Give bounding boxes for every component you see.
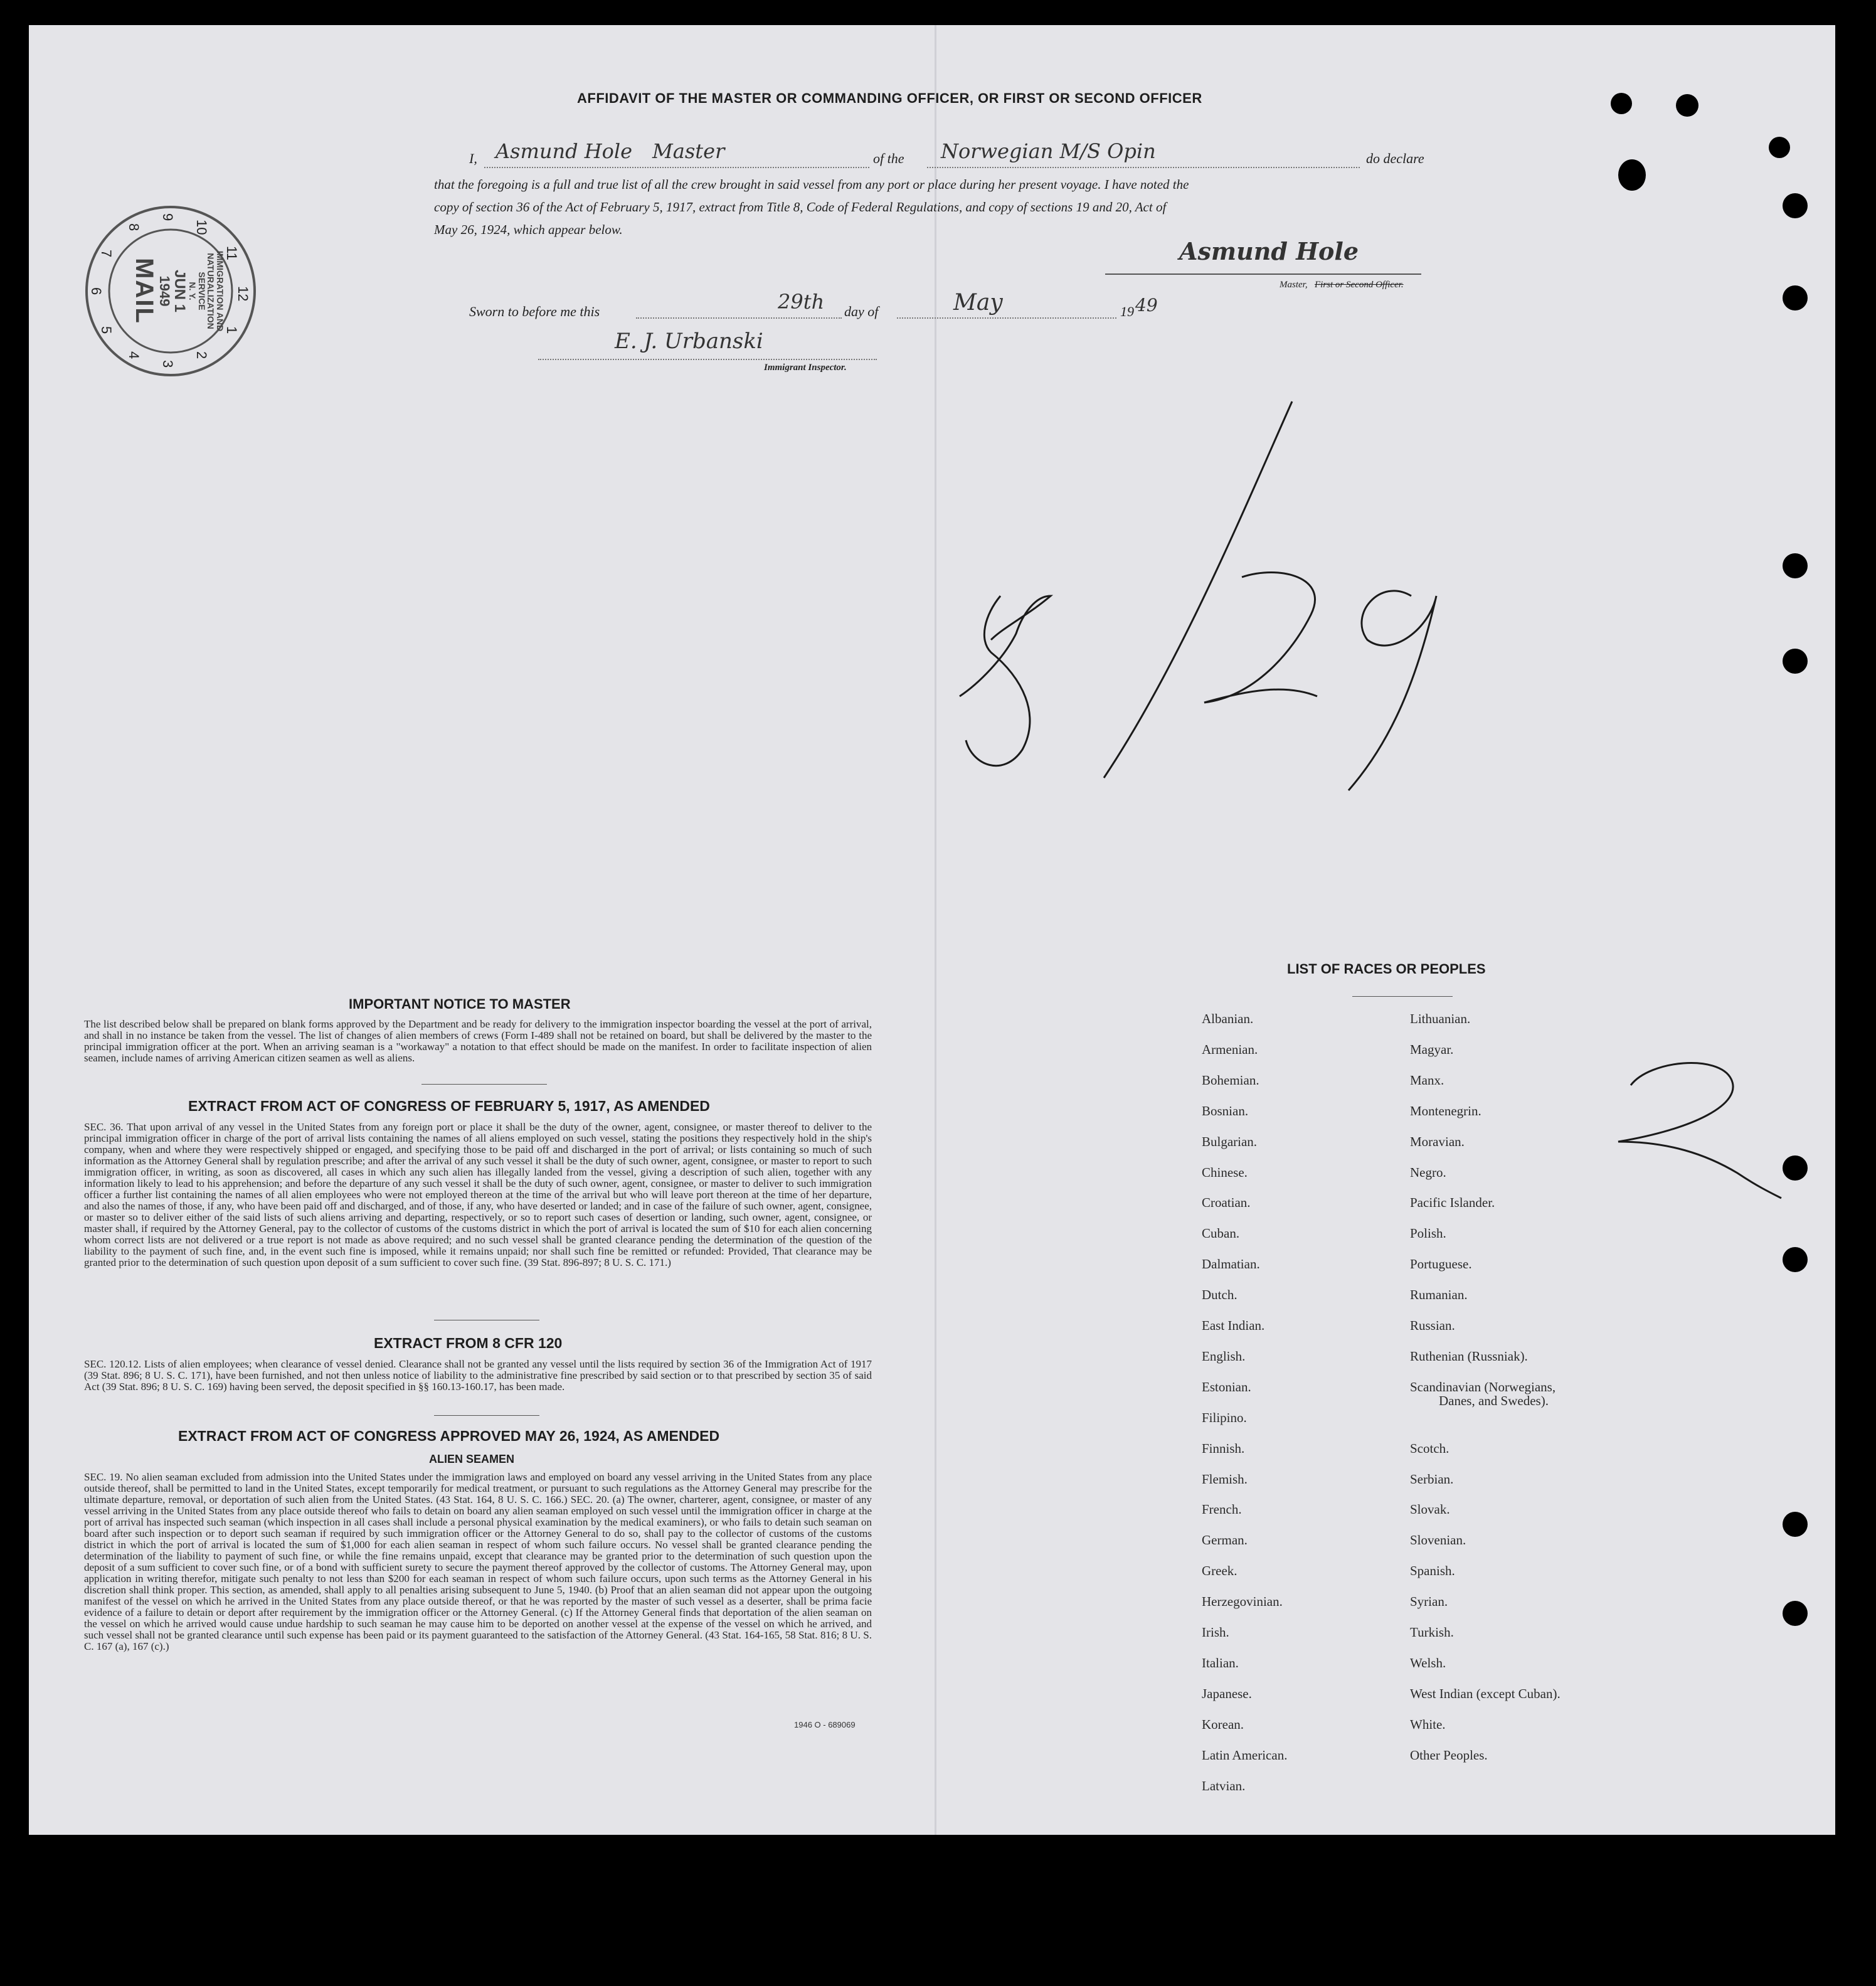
race-item: Lithuanian.	[1410, 1011, 1471, 1026]
extract-cfr-body: SEC. 120.12. Lists of alien employees; when clearance of vessel denied. Clearance shall not be granted any vessel until the lists required by section 36 of the Immigration Act of 1917 (39 Stat. 896; 8 U. S. C. 171), have been furnished, and not then unless notice of liability to the administrative fine prescribed by said section or to that prescribed by section 35 of said Act (39 Stat. 896; 8 U. S. C. 169) having been served, the deposit specified in §§ 160.13-160.17, has been made.	[84, 1359, 872, 1393]
print-code: 1946 O - 689069	[794, 1720, 856, 1729]
postmark-line: SERVICE	[196, 272, 207, 311]
ring-number: 4	[126, 351, 142, 359]
race-item: Latvian.	[1202, 1778, 1246, 1793]
signature-caption-struck: First or Second Officer.	[1315, 280, 1404, 290]
handwritten-date-mark	[953, 389, 1493, 828]
race-item: Turkish.	[1410, 1625, 1454, 1640]
race-item: Scotch.	[1410, 1441, 1449, 1456]
race-item: Magyar.	[1410, 1042, 1454, 1057]
vessel-underline	[927, 167, 1360, 168]
divider	[1352, 996, 1453, 997]
year-suffix-handwritten: 49	[1135, 295, 1158, 316]
postmark-line: N. Y.	[187, 282, 198, 300]
race-item: Negro.	[1410, 1165, 1446, 1180]
race-item: Bohemian.	[1202, 1073, 1259, 1088]
punch-hole	[1783, 1247, 1808, 1272]
postmark-line: NATURALIZATION	[206, 253, 216, 329]
ring-number: 1	[224, 326, 240, 334]
race-item: Manx.	[1410, 1073, 1444, 1088]
sworn-day-handwritten: 29th	[778, 290, 825, 314]
affidavit-i: I,	[469, 151, 477, 166]
race-item: Portuguese.	[1410, 1256, 1472, 1272]
race-item: Armenian.	[1202, 1042, 1258, 1057]
ring-number: 8	[126, 223, 142, 231]
race-item: English.	[1202, 1349, 1246, 1364]
day-of-label: day of	[844, 304, 879, 319]
race-item: Russian.	[1410, 1318, 1455, 1333]
notice-body: The list described below shall be prepared on blank forms approved by the Department and be ready for delivery to the immigration inspector boarding the vessel at the port of arrival, and shall in no instance be taken from the vessel. The list of changes of alien members of crews (Form I-489 shall not be retained on board, but shall be delivered by the master to the principal immigration officer at the port. When an arriving seaman is a "workaway" a notation to that effect should be made on the manifest. In order to facilitate inspection of alien seamen, include names of arriving American citizen seamen as well as aliens.	[84, 1019, 872, 1064]
postmark-year: 1949	[157, 275, 173, 307]
year-prefix: 19	[1120, 304, 1134, 319]
ring-number: 2	[194, 351, 209, 359]
race-item: Filipino.	[1202, 1410, 1247, 1425]
postmark-center	[131, 230, 225, 353]
signature-line	[1105, 273, 1421, 275]
race-item: Pacific Islander.	[1410, 1195, 1495, 1210]
race-item: Slovak.	[1410, 1502, 1450, 1517]
ring-number: 12	[235, 286, 251, 302]
name-underline	[484, 167, 869, 168]
vessel-name-handwritten: Norwegian M/S Opin	[941, 139, 1156, 163]
race-item: Polish.	[1410, 1226, 1446, 1241]
punch-hole	[1783, 1601, 1808, 1626]
punch-hole	[1769, 137, 1790, 158]
race-item: Albanian.	[1202, 1011, 1254, 1026]
day-underline	[636, 317, 842, 319]
race-item: Moravian.	[1410, 1134, 1465, 1149]
race-item: Estonian.	[1202, 1379, 1251, 1394]
race-item: Serbian.	[1410, 1472, 1454, 1487]
race-item: Ruthenian (Russniak).	[1410, 1349, 1528, 1364]
race-item: Slovenian.	[1410, 1532, 1466, 1548]
race-item: Flemish.	[1202, 1472, 1248, 1487]
punch-hole	[1676, 94, 1698, 117]
extract-1924-title: EXTRACT FROM ACT OF CONGRESS APPROVED MAY 26, 1924, AS AMENDED	[178, 1428, 720, 1444]
extract-1917-body: SEC. 36. That upon arrival of any vessel in the United States from any foreign port or place it shall be the duty of the owner, agent, consignee, or master thereof to deliver to the principal immigration officer in charge of the port of arrival lists containing the names of all aliens employed on such vessel, stating the positions they respectively hold in the ship's company, when and where they were respectively shipped or engaged, and specifying those to be paid off and discharged in the port of arrival; or lists containing so much of such information as the Attorney General shall by regulation prescribe; and after the arrival of any such vessel it shall be the duty of such owner, agent, consignee, or master to report to such immigration officer, in writing, as soon as discovered, all cases in which any such alien has illegally landed from the vessel, giving a description of such alien, together with any information likely to lead to his apprehension; and before the departure of any such vessel it shall be the duty of such owner, agent, consignee, or master to deliver to such immigration officer a further list containing the names of all alien employees who were not employed thereon at the time of the arrival but who will leave port thereon at the time of her departure, and also the names of those, if any, who have been paid off and discharged, and of those, if any, who have deserted or landed; and in case of the failure of such owner, agent, consignee, or master so to deliver either of the said lists of such aliens arriving and departing, respectively, or so to report such cases of desertion or landing, such owner, agent, consignee, or master shall, if required by the Attorney General, pay to the collector of customs of the customs district in which the port of arrival is located the sum of $10 for each alien concerning whom correct lists are not delivered or a true report is not made as above required; and no such vessel shall be granted clearance pending the determination of the question of the liability to the payment of such fine, and, in the event such fine is imposed, while it remains unpaid; nor shall such fine be remitted or refunded: Provided, That clearance may be granted prior to the determination of such question upon deposit of a sum sufficient to cover such fine. (39 Stat. 896-897; 8 U. S. C. 171.)	[84, 1122, 872, 1268]
postmark-date: JUN 1	[171, 269, 189, 313]
race-item: Korean.	[1202, 1717, 1244, 1732]
race-item: Herzegovinian.	[1202, 1594, 1283, 1609]
sworn-month-handwritten: May	[953, 290, 1003, 316]
race-item: Bosnian.	[1202, 1103, 1249, 1118]
race-item: Chinese.	[1202, 1165, 1248, 1180]
race-item: French.	[1202, 1502, 1242, 1517]
master-signature: Asmund Hole	[1179, 237, 1359, 265]
race-item: Greek.	[1202, 1563, 1237, 1578]
ring-number: 11	[224, 246, 240, 260]
race-item: Other Peoples.	[1410, 1748, 1488, 1763]
signature-caption-master: Master,	[1280, 280, 1308, 290]
month-underline	[897, 317, 1116, 319]
race-item: Croatian.	[1202, 1195, 1251, 1210]
extract-1924-body: SEC. 19. No alien seaman excluded from admission into the United States under the immigration laws and employed on board any vessel arriving in the United States from any place outside thereof, shall be permitted to land in the United States, except temporarily for medical treatment, or pursuant to such regulations as the Attorney General may prescribe for the ultimate departure, removal, or deportation of such alien from the United States. (43 Stat. 164, 8 U. S. C. 166.) SEC. 20. (a) The owner, charterer, agent, consignee, or master of any vessel arriving in the United States from any place outside thereof who fails to detain on board any alien seaman employed on such vessel until the immigration officer in charge at the port of arrival has inspected such seaman (which inspection in all cases shall include a personal physical examination by the medical examiners), or who fails to detain such seaman on board after such inspection or to deport such seaman if required by such immigration officer or the Attorney General to do so, shall pay to the collector of customs of the customs district in which the port of arrival is located the sum of $1,000 for each alien seaman in respect of whom such failure occurs. No vessel shall be granted clearance pending the determination of the liability to payment of such fine, or while the fine remains unpaid, except that clearance may be granted prior to the determination of such question upon the deposit of a sum sufficient to cover such fine, or of a bond with sufficient surety to secure the payment thereof approved by the collector of customs. The Attorney General may, upon application in writing therefor, mitigate such penalty to not less than $200 for each seaman in respect of whom such failure occurs, upon such terms as the Attorney General in his discretion shall think proper. This section, as amended, shall apply to all penalties arising subsequent to June 5, 1940. (b) Proof that an alien seaman did not appear upon the outgoing manifest of the vessel on which he arrived in the United States from any place outside thereof, or that he was reported by the master of such vessel as a deserter, shall be prima facie evidence of a failure to detain or deport after requirement by the immigration officer or the Attorney General. (c) If the Attorney General finds that deportation of the alien seaman on the vessel on which he arrived would cause undue hardship to such seaman he may cause him to be deported on another vessel at the expense of the vessel on which he arrived, and such vessel shall not be granted clearance until such expense has been paid or its payment guaranteed to the satisfaction of the Attorney General. (43 Stat. 164-165, 58 Stat. 816; 8 U. S. C. 167 (a), 167 (c).)	[84, 1472, 872, 1652]
postmark-mail: MAIL	[130, 258, 158, 324]
race-item: West Indian (except Cuban).	[1410, 1686, 1561, 1701]
punch-hole	[1611, 93, 1632, 114]
ring-number: 7	[98, 250, 114, 258]
race-item: German.	[1202, 1532, 1248, 1548]
master-name-handwritten: Asmund Hole	[495, 139, 633, 163]
race-item: Welsh.	[1410, 1655, 1446, 1670]
punch-hole	[1783, 553, 1808, 578]
ring-number: 5	[98, 326, 114, 334]
inspector-underline	[538, 359, 877, 360]
postmark-line: IMMIGRATION AND	[215, 250, 225, 332]
extract-1924-subtitle: ALIEN SEAMEN	[429, 1453, 515, 1465]
fold-crease	[935, 25, 936, 1835]
ring-number: 3	[160, 360, 176, 368]
punch-hole	[1783, 649, 1808, 674]
affidavit-line-4: May 26, 1924, which appear below.	[434, 222, 623, 237]
extract-1917-title: EXTRACT FROM ACT OF CONGRESS OF FEBRUARY 5, 1917, AS AMENDED	[188, 1098, 710, 1114]
race-item: Rumanian.	[1410, 1287, 1468, 1302]
inspector-caption: Immigrant Inspector.	[764, 363, 847, 373]
ring-number: 9	[160, 213, 176, 221]
do-declare-label: do declare	[1366, 151, 1424, 166]
race-item: Japanese.	[1202, 1686, 1252, 1701]
punch-hole	[1783, 193, 1808, 218]
ring-number: 6	[88, 287, 104, 295]
race-item: Italian.	[1202, 1655, 1239, 1670]
races-title: LIST OF RACES OR PEOPLES	[1287, 961, 1486, 977]
divider	[421, 1084, 547, 1085]
affidavit-line-2: that the foregoing is a full and true list of all the crew brought in said vessel from any port or place during her present voyage. I have noted the	[434, 177, 1189, 192]
race-item-continuation: Danes, and Swedes).	[1439, 1393, 1549, 1408]
race-item: Cuban.	[1202, 1226, 1240, 1241]
affidavit-line-3: copy of section 36 of the Act of February 5, 1917, extract from Title 8, Code of Federal Regulations, and copy of sections 19 and 20, Act of	[434, 199, 1167, 215]
extract-cfr-title: EXTRACT FROM 8 CFR 120	[374, 1335, 563, 1351]
of-the-label: of the	[873, 151, 904, 166]
master-role-handwritten: Master	[652, 139, 725, 163]
postmark-stamp	[82, 202, 260, 380]
divider	[434, 1415, 539, 1416]
handwritten-page-number	[1581, 1048, 1794, 1211]
race-item: Irish.	[1202, 1625, 1229, 1640]
race-item: White.	[1410, 1717, 1446, 1732]
race-item: Spanish.	[1410, 1563, 1455, 1578]
ring-number: 10	[194, 220, 209, 235]
punch-hole	[1783, 1512, 1808, 1537]
punch-hole	[1618, 159, 1646, 191]
race-item: Scandinavian (Norwegians,	[1410, 1379, 1556, 1394]
punch-hole	[1783, 285, 1808, 311]
sworn-label: Sworn to before me this	[469, 304, 600, 319]
affidavit-title: AFFIDAVIT OF THE MASTER OR COMMANDING OFFICER, OR FIRST OR SECOND OFFICER	[577, 90, 1202, 106]
race-item: Montenegrin.	[1410, 1103, 1481, 1118]
race-item: Finnish.	[1202, 1441, 1245, 1456]
race-item: Dalmatian.	[1202, 1256, 1260, 1272]
notice-title: IMPORTANT NOTICE TO MASTER	[349, 996, 571, 1012]
race-item: Syrian.	[1410, 1594, 1448, 1609]
race-item: Latin American.	[1202, 1748, 1288, 1763]
inspector-signature: E. J. Urbanski	[615, 329, 763, 354]
race-item: Dutch.	[1202, 1287, 1237, 1302]
race-item: Bulgarian.	[1202, 1134, 1258, 1149]
race-item: East Indian.	[1202, 1318, 1265, 1333]
